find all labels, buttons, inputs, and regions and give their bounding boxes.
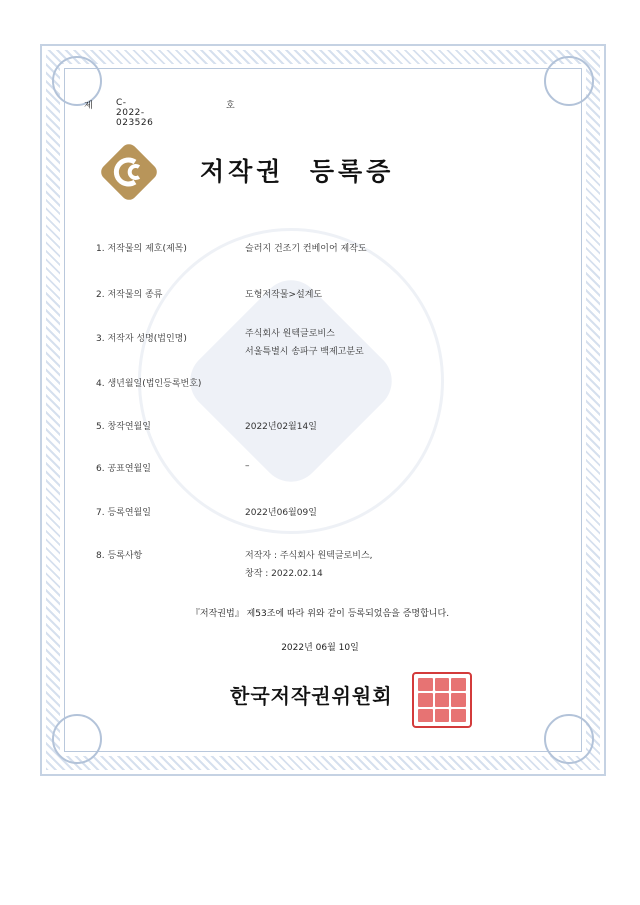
corner-ornament bbox=[52, 714, 102, 764]
field-value: 도형저작물>설계도 bbox=[245, 290, 323, 300]
reg-suffix: 호 bbox=[226, 101, 236, 111]
field-value: 슬러지 건조기 컨베이어 제작도 bbox=[245, 244, 367, 254]
field-label: 6. 공표연월일 bbox=[96, 464, 151, 474]
field-value: 저작자 : 주식회사 원텍글로비스, bbox=[245, 551, 373, 561]
field-value: 주식회사 원텍글로비스 bbox=[245, 329, 335, 339]
field-value-line2: 창작 : 2022.02.14 bbox=[245, 569, 323, 579]
field-label: 4. 생년월일(법인등록번호) bbox=[96, 379, 202, 389]
field-label: 1. 저작물의 제호(제목) bbox=[96, 244, 187, 254]
corner-ornament bbox=[544, 714, 594, 764]
reg-number: C-2022-023526 bbox=[116, 98, 154, 128]
registration-number bbox=[84, 98, 236, 128]
field-value-line2: 서울특별시 송파구 백제고분로 bbox=[245, 347, 364, 357]
issue-date: 2022년 06월 10일 bbox=[281, 643, 359, 653]
watermark-logo-icon bbox=[178, 268, 404, 494]
field-value: 2022년06월09일 bbox=[245, 508, 317, 518]
field-label: 2. 저작물의 종류 bbox=[96, 290, 163, 300]
corner-ornament bbox=[544, 56, 594, 106]
field-label: 3. 저작자 성명(법인명) bbox=[96, 334, 187, 344]
field-label: 5. 창작연월일 bbox=[96, 422, 151, 432]
copyright-commission-logo-icon bbox=[97, 140, 161, 204]
field-label: 7. 등록연월일 bbox=[96, 508, 151, 518]
reg-prefix: 제 bbox=[84, 101, 94, 111]
official-seal-icon bbox=[412, 672, 472, 728]
certification-statement: 『저작권법』 제53조에 따라 위와 같이 등록되었음을 증명합니다. bbox=[190, 609, 450, 619]
field-value: – bbox=[245, 461, 250, 471]
page-title: 저작권 등록증 bbox=[200, 157, 395, 186]
field-label: 8. 등록사항 bbox=[96, 551, 143, 561]
field-value: 2022년02월14일 bbox=[245, 422, 317, 432]
corner-ornament bbox=[52, 56, 102, 106]
issuer-name: 한국저작권위원회 bbox=[230, 684, 393, 708]
